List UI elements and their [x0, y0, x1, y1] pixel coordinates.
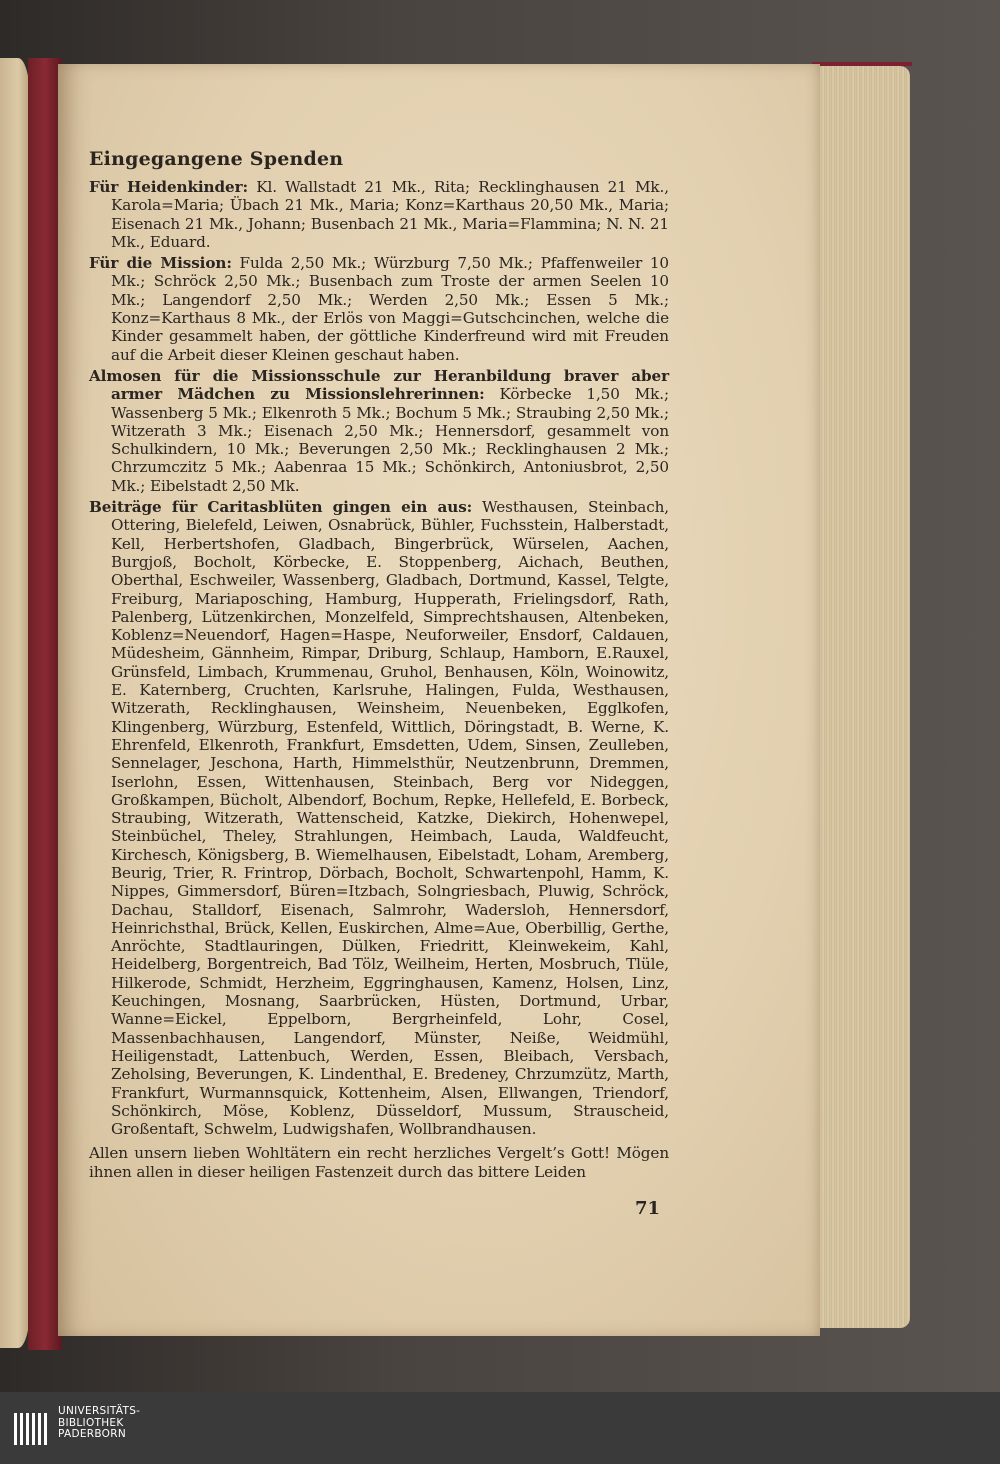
closing-text: Allen unsern lieben Wohltätern ein recht herzliches Vergelt’s Gott! Mögen ihnen allen in dieser heiligen Fastenzeit durch das bittere Leiden [89, 1144, 669, 1181]
left-page-edge [0, 58, 30, 1348]
donation-paragraph-mission [89, 254, 669, 364]
paragraph-text: Körbecke 1,50 Mk.; Wassenberg 5 Mk.; Elkenroth 5 Mk.; Bochum 5 Mk.; Straubing 2,50 Mk.; Witzerath 3 Mk.; Eisenach 2,50 Mk.; Hennersdorf, gesammelt von Schulkindern, 10 Mk.; Beverungen 2,50 Mk.; Recklinghausen 2 Mk.; Chrzumczitz 5 Mk.; Aabenraa 15 Mk.; Schönkirch, Antoniusbrot, 2,50 Mk.; Eibelstadt 2,50 Mk. [111, 385, 669, 495]
paragraph-lead: Für die Mission: [89, 254, 232, 273]
paragraph-lead: Almosen für die Missionsschule zur Heranbildung braver aber armer Mädchen zu Missionslehrerinnen: [89, 366, 669, 404]
paragraph-lead: Für Heidenkinder: [89, 178, 248, 196]
page-text-block [89, 148, 669, 1181]
library-name-line: BIBLIOTHEK [58, 1416, 124, 1429]
donation-paragraph-missionsschule [89, 367, 669, 495]
donation-paragraph-heidenkinder [89, 178, 669, 251]
library-name-line: PADERBORN [58, 1428, 126, 1440]
library-name-line: UNIVERSITÄTS- [58, 1405, 141, 1417]
library-name [58, 1406, 140, 1441]
paragraph-text: Westhausen, Steinbach, Ottering, Bielefeld, Leiwen, Osnabrück, Bühler, Fuchsstein, Halberstadt, Kell, Herbertshofen, Gladbach, Bingerbrück, Würselen, Aachen, Burgjoß, Bocholt, Körbecke, E. Stoppenberg, Aichach, Beuthen, Oberthal, Eschweiler, Wassenberg, Gladbach, Dortmund, Kassel, Telgte, Freiburg, Mariaposching, Hamburg, Hupperath, Frielingsdorf, Rath, Palenberg, Lützenkirchen, Monzelfeld, Simprechtshausen, Altenbeken, Koblenz=Neuendorf, Hagen=Haspe, Neuforweiler, Ensdorf, Caldauen, Müdesheim, Gännheim, Rimpar, Driburg, Schlaup, Hamborn, E.Rauxel, Grünsfeld, Limbach, Krummenau, Gruhol, Benhausen, Köln, Woinowitz, E. Katernberg, Cruchten, Karlsruhe, Halingen, Fulda, Westhausen, Witzerath, Recklinghausen, Weinsheim, Neuenbeken, Egglkofen, Klingenberg, Würzburg, Estenfeld, Wittlich, Döringstadt, B. Werne, K. Ehrenfeld, Elkenroth, Frankfurt, Emsdetten, Udem, Sinsen, Zeulleben, Sennelager, Jeschona, Harth, Himmelsthür, Neutzenbrunn, Dremmen, Iserlohn, Essen, Wittenhausen, Steinbach, Berg vor Nideggen, Großkampen, Bücholt, Albendorf, Bochum, Repke, Hellefeld, E. Borbeck, Straubing, Witzerath, Wattenscheid, Katzke, Diekirch, Hohenwepel, Steinbüchel, Theley, Strahlungen, Heimbach, Lauda, Waldfeucht, Kirchesch, Königsberg, B. Wiemelhausen, Eibelstadt, Loham, Aremberg, Beurig, Trier, R. Frintrop, Dörbach, Bocholt, Schwartenpohl, Hamm, K. Nippes, Gimmersdorf, Büren=Itzbach, Solngriesbach, Pluwig, Schröck, Dachau, Stalldorf, Eisenach, Salmrohr, Wadersloh, Hennersdorf, Heinrichsthal, Brück, Kellen, Euskirchen, Alme=Aue, Oberbillig, Gerthe, Anröchte, Stadtlauringen, Dülken, Friedritt, Kleinwekeim, Kahl, Heidelberg, Borgentreich, Bad Tölz, Weilheim, Herten, Mosbruch, Tlüle, Hilkerode, Schmidt, Herzheim, Eggringhausen, Kamenz, Holsen, Linz, Keuchingen, Mosnang, Saarbrücken, Hüsten, Dortmund, Urbar, Wanne=Eickel, Eppelborn, Bergrheinfeld, Lohr, Cosel, Massenbachhausen, Langendorf, Münster, Neiße, Weidmühl, Heiligenstadt, Lattenbuch, Werden, Essen, Bleibach, Versbach, Zeholsing, Beverungen, K. Lindenthal, E. Bredeney, Chrzumzütz, Marth, Frankfurt, Wurmannsquick, Kottenheim, Alsen, Ellwangen, Triendorf, Schönkirch, Möse, Koblenz, Düsseldorf, Mussum, Strauscheid, Großentaft, Schwelm, Ludwigshafen, Wollbrandhausen. [111, 498, 670, 1139]
page-title: Eingegangene Spenden [89, 148, 344, 170]
paragraph-text: Kl. Wallstadt 21 Mk., Rita; Recklinghausen 21 Mk., Karola=Maria; Übach 21 Mk., Maria; Konz=Karthaus 20,50 Mk., Maria; Eisenach 21 Mk., Johann; Busenbach 21 Mk., Maria=Flammina; N. N. 21 Mk., Eduard. [111, 178, 669, 251]
paragraph-text: Fulda 2,50 Mk.; Würzburg 7,50 Mk.; Pfaffenweiler 10 Mk.; Schröck 2,50 Mk.; Busenbach zum Troste der armen Seelen 10 Mk.; Langendorf 2,50 Mk.; Werden 2,50 Mk.; Essen 5 Mk.; Konz=Karthaus 8 Mk., der Erlös von Maggi=Gutschcinchen, welche die Kinder gesammelt haben, der göttliche Kinderfreund wird mit Freuden auf die Arbeit dieser Kleinen geschaut haben. [111, 254, 669, 364]
book-binding [28, 58, 62, 1350]
page-number: 71 [635, 1198, 661, 1219]
book-page [58, 64, 820, 1336]
library-logo-icon [12, 1407, 52, 1449]
donation-paragraph-caritasblueten [89, 498, 669, 1138]
paragraph-lead: Beiträge für Caritasblüten gingen ein aus: [89, 498, 473, 517]
footer-bar [0, 1392, 1000, 1464]
